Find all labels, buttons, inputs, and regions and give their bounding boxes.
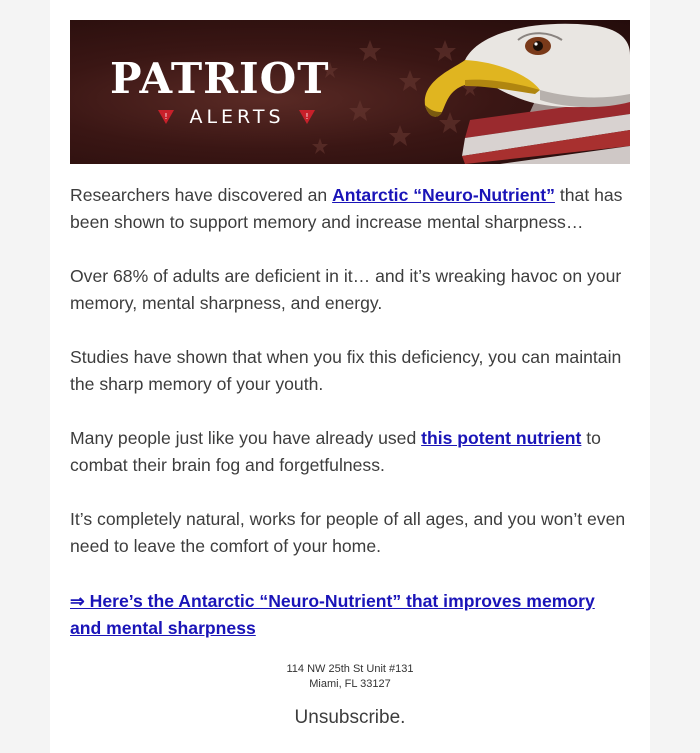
potent-nutrient-link[interactable]: this potent nutrient — [421, 428, 582, 448]
cta-block — [70, 588, 630, 642]
cta-link[interactable]: ⇒ Here’s the Antarctic “Neuro-Nutrient” that improves memory and mental sharpness — [70, 591, 595, 638]
svg-text:!: ! — [164, 112, 168, 121]
paragraph-3: Studies have shown that when you fix this deficiency, you can maintain the sharp memory of your youth. — [70, 347, 622, 394]
svg-text:!: ! — [305, 112, 309, 121]
email-container — [50, 0, 650, 753]
eagle-graphic — [425, 24, 630, 117]
paragraph-5: It’s completely natural, works for people of all ages, and you won’t even need to leave the comfort of your home. — [70, 509, 626, 556]
email-body — [70, 182, 630, 587]
brand-subtitle: ALERTS — [189, 106, 285, 128]
brand-title: PATRIOT — [110, 54, 330, 103]
postal-address — [50, 662, 650, 692]
unsubscribe-link[interactable]: Unsubscribe. — [294, 707, 406, 728]
address-line-2: Miami, FL 33127 — [309, 678, 391, 690]
address-line-1: 114 NW 25th St Unit #131 — [286, 663, 414, 675]
paragraph-2: Over 68% of adults are deficient in it… and it’s wreaking havoc on your memory, mental sharpness, and energy. — [70, 266, 622, 313]
paragraph-1: Researchers have discovered an Antarctic “Neuro-Nutrient” that has been shown to support memory and increase mental sharpness… — [70, 185, 623, 232]
paragraph-4: Many people just like you have already used this potent nutrient to combat their brain fog and forgetfulness. — [70, 428, 601, 475]
neuro-nutrient-link[interactable]: Antarctic “Neuro-Nutrient” — [332, 185, 555, 205]
header-banner — [70, 20, 630, 164]
